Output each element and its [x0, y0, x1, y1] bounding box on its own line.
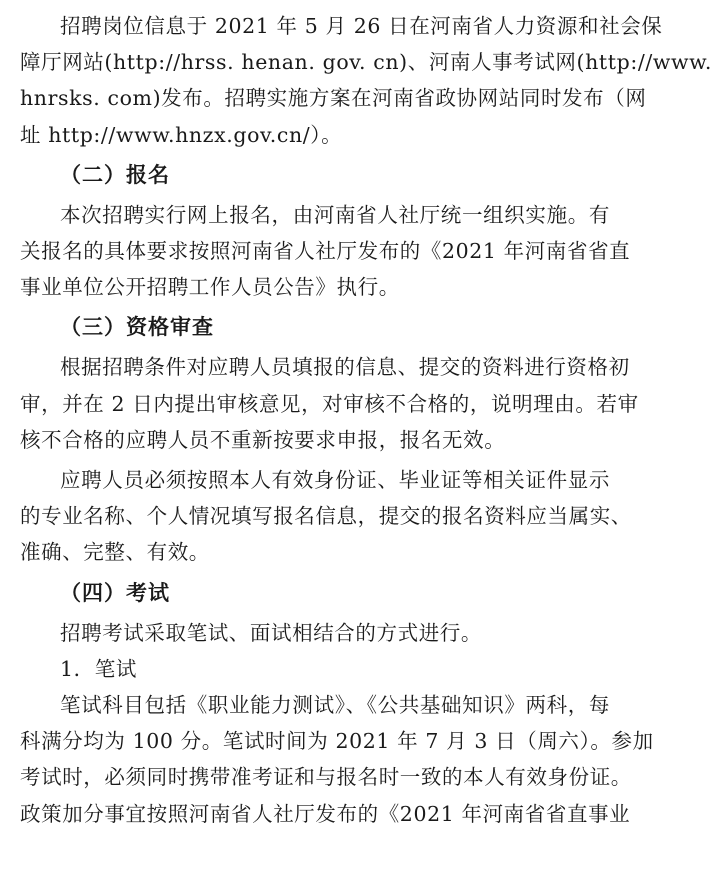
text-line: 的专业名称、个人情况填写报名信息，提交的报名资料应当属实、	[20, 504, 632, 529]
paragraph-applicant-info	[20, 462, 632, 571]
text-line: hnrsks. com)发布。招聘实施方案在河南省政协网站同时发布（网	[20, 86, 647, 111]
paragraph-written-exam	[20, 687, 654, 832]
text-line: 笔试科目包括《职业能力测试》、《公共基础知识》两科，每	[60, 693, 610, 718]
section-heading-exam: （四）考试	[60, 580, 170, 605]
text-line: 事业单位公开招聘工作人员公告》执行。	[20, 275, 400, 300]
text-line: 审，并在 2 日内提出审核意见，对审核不合格的，说明理由。若审	[20, 391, 639, 416]
paragraph-registration	[20, 197, 631, 306]
subheading-written-exam: 1．笔试	[60, 656, 137, 681]
text-line: 址 http://www.hnzx.gov.cn/）。	[20, 122, 343, 147]
text-line: 招聘岗位信息于 2021 年 5 月 26 日在河南省人力资源和社会保	[60, 14, 663, 38]
text-line: 应聘人员必须按照本人有效身份证、毕业证等相关证件显示	[60, 468, 610, 493]
paragraph-qualification-review	[20, 349, 639, 458]
text-line: 政策加分事宜按照河南省人社厅发布的《2021 年河南省省直事业	[20, 801, 631, 826]
section-heading-qualification-review: （三）资格审查	[60, 315, 214, 340]
text-line: 根据招聘条件对应聘人员填报的信息、提交的资料进行资格初	[60, 355, 630, 380]
document-page	[20, 8, 712, 832]
text-line: 准确、完整、有效。	[20, 540, 210, 565]
paragraph-release-info	[20, 8, 712, 153]
section-heading-registration: （二）报名	[60, 162, 170, 187]
text-line: 本次招聘实行网上报名，由河南省人社厅统一组织实施。有	[60, 202, 610, 227]
text-line: 核不合格的应聘人员不重新按要求申报，报名无效。	[20, 427, 506, 452]
text-line: 考试时，必须同时携带准考证和与报名时一致的本人有效身份证。	[20, 765, 632, 790]
text-line: 关报名的具体要求按照河南省人社厅发布的《2021 年河南省省直	[20, 239, 631, 264]
paragraph-exam-method: 招聘考试采取笔试、面试相结合的方式进行。	[60, 620, 482, 645]
text-line: 障厅网站(http://hrss. henan. gov. cn)、河南人事考试网(http://www.	[20, 50, 712, 75]
text-line: 科满分均为 100 分。笔试时间为 2021 年 7 月 3 日（周六）。参加	[20, 729, 654, 754]
